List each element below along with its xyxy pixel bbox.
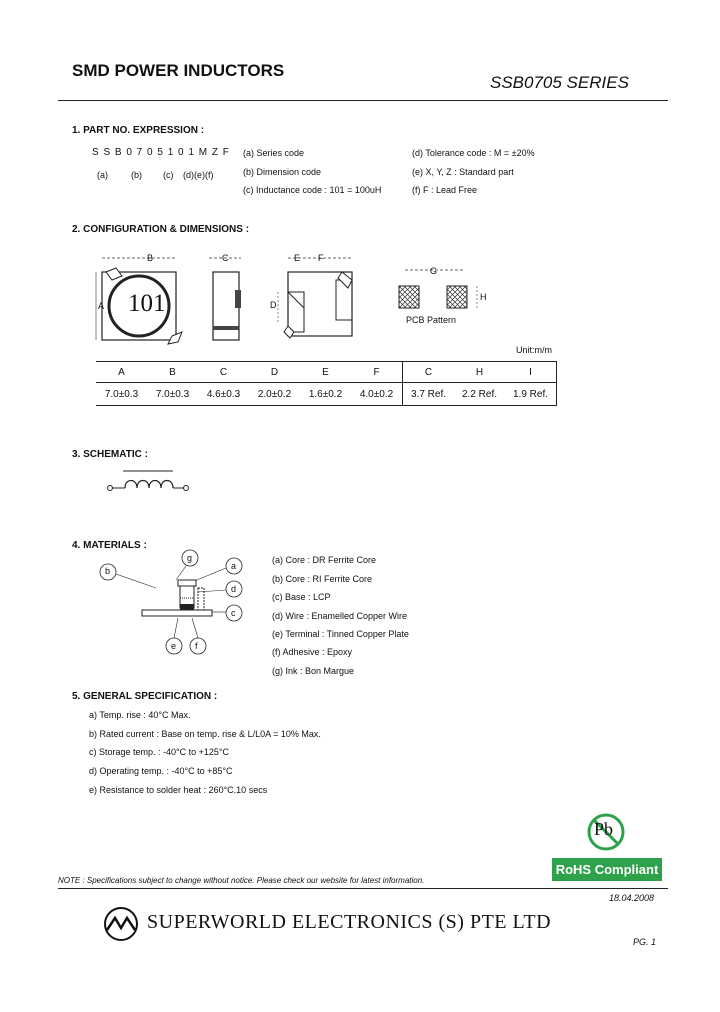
callout-g: g — [187, 553, 193, 563]
footer-note: NOTE : Specifications subject to change without notice. Please check our website for latest information. — [58, 876, 425, 885]
section-part-no: 1. PART NO. EXPRESSION : — [72, 125, 205, 136]
table-value-cell: 4.6±0.3 — [198, 383, 249, 406]
document-title: SMD POWER INDUCTORS — [72, 61, 285, 80]
table-value-cell: 2.0±0.2 — [249, 383, 300, 406]
pcb-pattern-label: PCB Pattern — [406, 315, 457, 325]
dim-letter-a: A — [98, 301, 105, 311]
dim-letter-h: H — [480, 292, 487, 302]
spec-item: d) Operating temp. : -40°C to +85°C — [89, 766, 233, 776]
table-header-cell: F — [351, 362, 403, 383]
legend-b: (b) Dimension code — [243, 167, 322, 177]
inductance-marking: 101 — [128, 290, 166, 317]
table-value-cell: 4.0±0.2 — [351, 383, 403, 406]
spec-item: b) Rated current : Base on temp. rise & L/L0A = 10% Max. — [89, 729, 321, 739]
company-logo-icon — [103, 906, 139, 942]
dim-letter-b: B — [147, 253, 154, 263]
table-value-cell: 2.2 Ref. — [454, 383, 505, 406]
table-header-cell: C — [198, 362, 249, 383]
callout-d: d — [231, 584, 237, 594]
spec-item: c) Storage temp. : -40°C to +125°C — [89, 747, 230, 757]
material-item: (c) Base : LCP — [272, 592, 331, 602]
table-header-cell: B — [147, 362, 198, 383]
part-marker-c: (c) — [163, 170, 174, 180]
dim-letter-e: E — [294, 253, 301, 263]
table-value-row — [96, 383, 557, 406]
table-value-cell: 7.0±0.3 — [147, 383, 198, 406]
dimension-table — [96, 361, 557, 406]
series-name: SSB0705 SERIES — [490, 73, 629, 92]
callout-c: c — [231, 608, 236, 618]
part-marker-def: (d)(e)(f) — [183, 170, 214, 180]
table-header-cell: E — [300, 362, 351, 383]
legend-a: (a) Series code — [243, 148, 305, 158]
legend-f: (f) F : Lead Free — [412, 185, 478, 195]
pb-symbol: Pb — [594, 819, 614, 839]
legend-e: (e) X, Y, Z : Standard part — [412, 167, 514, 177]
table-header-cell: D — [249, 362, 300, 383]
part-number-code: S S B 0 7 0 5 1 0 1 M Z F — [92, 147, 230, 158]
revision-date: 18.04.2008 — [609, 893, 655, 903]
table-value-cell: 7.0±0.3 — [96, 383, 147, 406]
material-item: (a) Core : DR Ferrite Core — [272, 555, 377, 565]
spec-item: a) Temp. rise : 40°C Max. — [89, 710, 191, 720]
footer-rule — [58, 888, 668, 889]
callout-e: e — [171, 641, 177, 651]
side-view-drawing — [205, 250, 245, 345]
dim-letter-d: D — [270, 300, 277, 310]
table-value-cell: 3.7 Ref. — [403, 383, 455, 406]
table-value-cell: 1.9 Ref. — [505, 383, 557, 406]
header-rule — [58, 100, 668, 101]
callout-b: b — [105, 566, 111, 576]
table-value-cell: 1.6±0.2 — [300, 383, 351, 406]
material-item: (g) Ink : Bon Margue — [272, 666, 355, 676]
section-dimensions: 2. CONFIGURATION & DIMENSIONS : — [72, 224, 250, 235]
bottom-view-drawing — [268, 250, 358, 345]
table-header-cell: A — [96, 362, 147, 383]
rohs-compliant-badge: RoHS Compliant — [552, 858, 662, 881]
material-item: (d) Wire : Enamelled Copper Wire — [272, 611, 408, 621]
dim-letter-c: C — [222, 253, 229, 263]
material-item: (f) Adhesive : Epoxy — [272, 647, 353, 657]
callout-f: f — [195, 641, 198, 651]
spec-item: e) Resistance to solder heat : 260°C.10 secs — [89, 785, 268, 795]
page-number: PG. 1 — [633, 937, 657, 947]
table-header-cell: H — [454, 362, 505, 383]
section-materials: 4. MATERIALS : — [72, 540, 147, 551]
legend-d: (d) Tolerance code : M = ±20% — [412, 148, 535, 158]
coil-schematic-symbol — [105, 468, 195, 498]
material-item: (b) Core : RI Ferrite Core — [272, 574, 373, 584]
part-marker-a: (a) — [97, 170, 108, 180]
table-header-cell: I — [505, 362, 557, 383]
table-header-cell: C — [403, 362, 455, 383]
callout-a: a — [231, 561, 237, 571]
section-schematic: 3. SCHEMATIC : — [72, 449, 148, 460]
dim-letter-f: F — [318, 253, 324, 263]
company-name: SUPERWORLD ELECTRONICS (S) PTE LTD — [147, 911, 552, 933]
material-item: (e) Terminal : Tinned Copper Plate — [272, 629, 409, 639]
part-marker-b: (b) — [131, 170, 142, 180]
section-general-spec: 5. GENERAL SPECIFICATION : — [72, 691, 218, 702]
dim-letter-g: G — [430, 266, 438, 276]
unit-label: Unit:m/m — [516, 345, 552, 355]
legend-c: (c) Inductance code : 101 = 100uH — [243, 185, 382, 195]
table-header-row — [96, 362, 557, 383]
